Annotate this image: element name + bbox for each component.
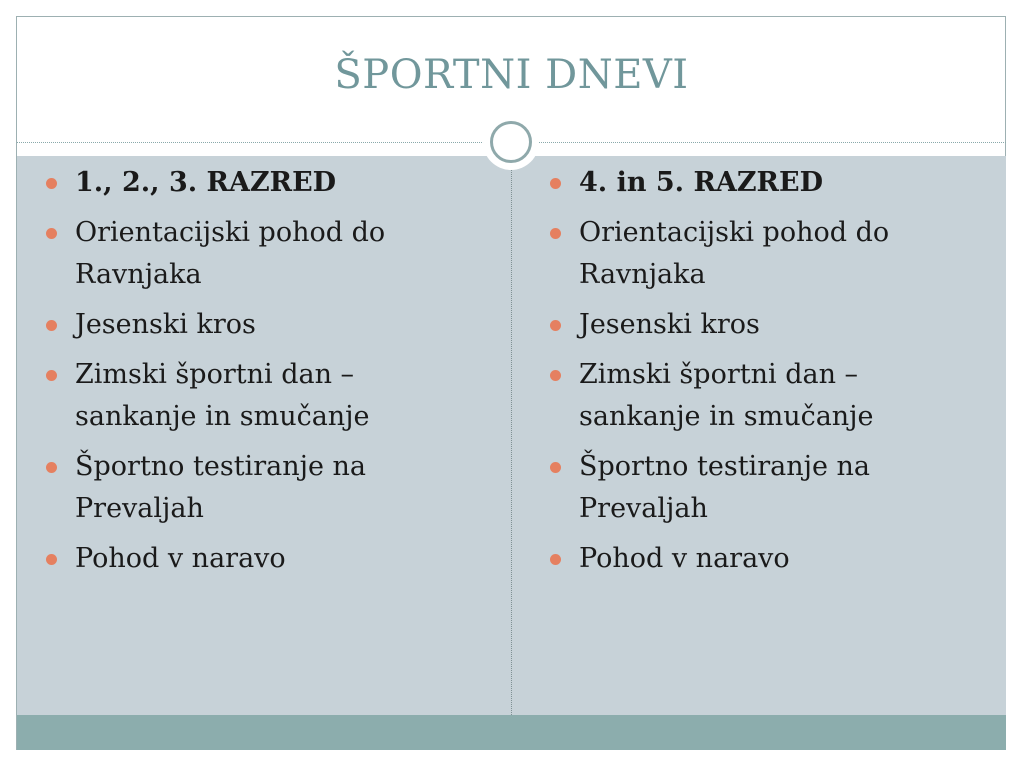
bullet-dot-icon xyxy=(550,554,561,565)
list-item-text: Pohod v naravo xyxy=(75,543,286,574)
list-item-text: 4. in 5. RAZRED xyxy=(579,167,823,198)
list-item-text: 1., 2., 3. RAZRED xyxy=(75,167,337,198)
right-column xyxy=(550,162,950,588)
list-item xyxy=(46,304,446,346)
bullet-dot-icon xyxy=(46,320,57,331)
footer-band xyxy=(17,715,1006,750)
list-item xyxy=(550,304,950,346)
list-item-text: Športno testiranje na Prevaljah xyxy=(579,451,871,524)
right-bullet-list xyxy=(550,162,950,580)
list-item xyxy=(46,212,446,296)
list-item xyxy=(46,446,446,530)
list-item xyxy=(550,354,950,438)
bullet-dot-icon xyxy=(550,320,561,331)
list-item-text: Športno testiranje na Prevaljah xyxy=(75,451,367,524)
bullet-dot-icon xyxy=(46,228,57,239)
column-divider xyxy=(511,156,512,715)
left-bullet-list xyxy=(46,162,446,580)
decorative-circle-icon xyxy=(483,114,539,170)
list-item xyxy=(550,212,950,296)
list-item xyxy=(46,538,446,580)
slide-title: ŠPORTNI DNEVI xyxy=(334,52,689,98)
list-item xyxy=(46,354,446,438)
list-item xyxy=(46,162,446,204)
list-item-text: Zimski športni dan – sankanje in smučanje xyxy=(75,359,370,432)
bullet-dot-icon xyxy=(550,228,561,239)
left-column xyxy=(46,162,446,588)
list-item-text: Pohod v naravo xyxy=(579,543,790,574)
list-item xyxy=(550,538,950,580)
list-item xyxy=(550,162,950,204)
bullet-dot-icon xyxy=(46,178,57,189)
list-item-text: Zimski športni dan – sankanje in smučanje xyxy=(579,359,874,432)
bullet-dot-icon xyxy=(46,462,57,473)
bullet-dot-icon xyxy=(46,370,57,381)
list-item-text: Jesenski kros xyxy=(75,309,256,340)
bullet-dot-icon xyxy=(46,554,57,565)
decorative-ring xyxy=(490,121,532,163)
bullet-dot-icon xyxy=(550,462,561,473)
list-item-text: Orientacijski pohod do Ravnjaka xyxy=(75,217,386,290)
bullet-dot-icon xyxy=(550,178,561,189)
bullet-dot-icon xyxy=(550,370,561,381)
list-item-text: Jesenski kros xyxy=(579,309,760,340)
list-item-text: Orientacijski pohod do Ravnjaka xyxy=(579,217,890,290)
list-item xyxy=(550,446,950,530)
